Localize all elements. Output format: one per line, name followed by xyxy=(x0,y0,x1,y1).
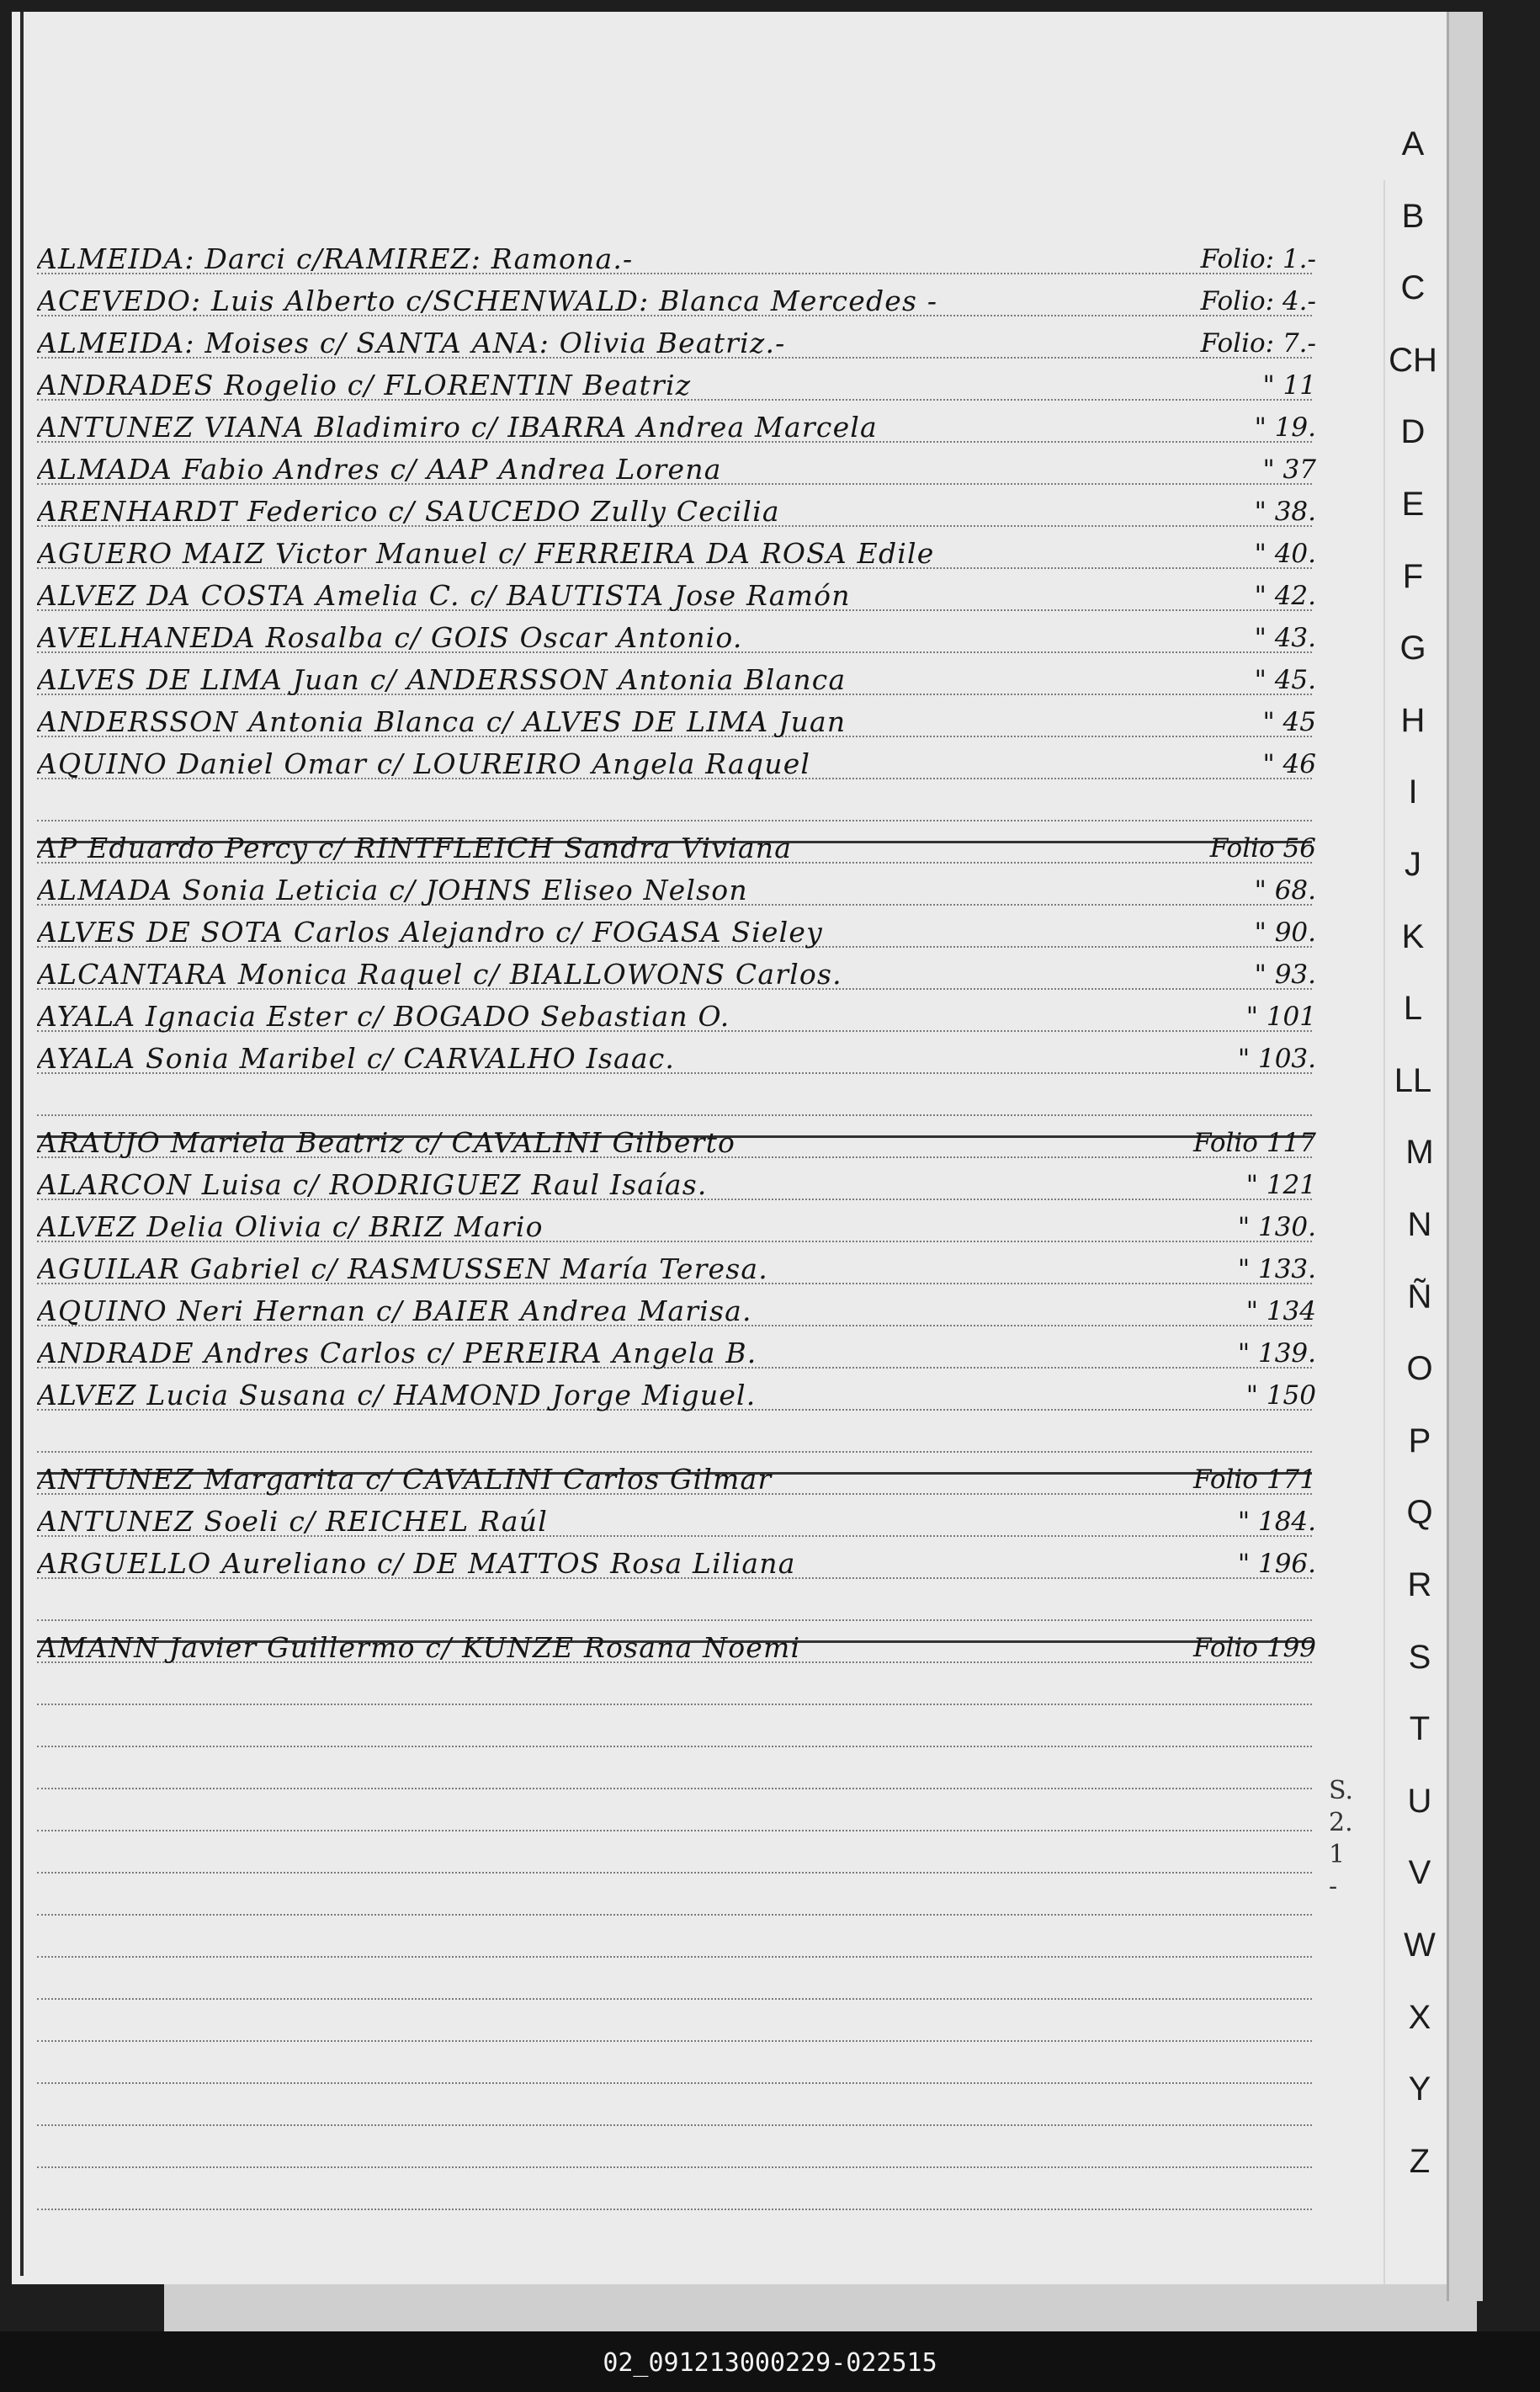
ledger-entry xyxy=(37,1118,1316,1160)
entry-folio: " 133. xyxy=(1237,1254,1316,1284)
tab-letter[interactable]: O xyxy=(1406,1350,1433,1388)
tab-letter[interactable]: V xyxy=(1408,1854,1431,1892)
ledger-page xyxy=(12,12,1464,2284)
entry-folio: " 11 xyxy=(1262,370,1316,401)
entry-names: ALVES DE LIMA Juan c/ ANDERSSON Antonia Blanca xyxy=(37,663,847,696)
ledger-entry xyxy=(37,1454,1316,1496)
entry-names: ANTUNEZ VIANA Bladimiro c/ IBARRA Andrea Marcela xyxy=(37,411,878,444)
entry-folio: Folio: 4.- xyxy=(1200,286,1316,316)
tab-letter[interactable]: J xyxy=(1405,846,1421,883)
tab-letter[interactable]: G xyxy=(1399,630,1426,667)
tab-letter[interactable]: R xyxy=(1407,1566,1432,1603)
entry-names: AP Eduardo Percy c/ RINTFLEICH Sandra Viviana xyxy=(37,832,793,864)
entry-names: ARENHARDT Federico c/ SAUCEDO Zully Cecilia xyxy=(37,495,780,528)
entry-folio: " 121 xyxy=(1245,1170,1316,1200)
entry-names: ALARCON Luisa c/ RODRIGUEZ Raul Isaías. xyxy=(37,1168,708,1201)
entry-names: ANTUNEZ Soeli c/ REICHEL Raúl xyxy=(37,1505,548,1538)
ruled-line xyxy=(37,1788,1312,1789)
tab-letter[interactable]: H xyxy=(1400,701,1426,739)
entry-names: ANDRADE Andres Carlos c/ PEREIRA Angela B. xyxy=(37,1337,757,1369)
tab-letter[interactable]: A xyxy=(1401,125,1425,162)
tab-letter[interactable]: L xyxy=(1403,990,1423,1028)
entry-names: ALVES DE SOTA Carlos Alejandro c/ FOGASA Sieley xyxy=(37,916,823,949)
ruled-line xyxy=(37,1872,1312,1874)
ledger-entry xyxy=(37,697,1316,739)
tab-letter[interactable]: M xyxy=(1405,1134,1434,1172)
margin-mark: 2. xyxy=(1329,1808,1353,1837)
entry-names: ACEVEDO: Luis Alberto c/SCHENWALD: Blanca Mercedes - xyxy=(37,284,938,317)
entry-folio: " 103. xyxy=(1237,1044,1316,1074)
entry-names: AGUERO MAIZ Victor Manuel c/ FERREIRA DA ROSA Edile xyxy=(37,537,935,570)
ruled-line xyxy=(37,1619,1312,1621)
tab-letter[interactable]: CH xyxy=(1389,341,1437,379)
ledger-entry xyxy=(37,444,1316,486)
entry-names: AMANN Javier Guillermo c/ KUNZE Rosana Noemi xyxy=(37,1631,801,1664)
ruled-line xyxy=(37,1998,1312,2000)
ruled-line xyxy=(37,2209,1312,2210)
entry-names: ALMEIDA: Moises c/ SANTA ANA: Olivia Beatriz.- xyxy=(37,327,786,359)
entry-folio: Folio 171 xyxy=(1193,1464,1316,1495)
entry-folio: " 101 xyxy=(1245,1002,1316,1032)
ledger-entry xyxy=(37,486,1316,529)
entry-folio: " 130. xyxy=(1237,1212,1316,1242)
tab-letter[interactable]: S xyxy=(1408,1638,1431,1676)
margin-mark: S. xyxy=(1329,1776,1354,1805)
ledger-entry xyxy=(37,529,1316,571)
entry-names: AVELHANEDA Rosalba c/ GOIS Oscar Antonio. xyxy=(37,621,743,654)
ruled-line xyxy=(37,1451,1312,1453)
entry-folio: " 139. xyxy=(1237,1338,1316,1369)
ledger-entry xyxy=(37,1623,1316,1665)
entry-folio: " 37 xyxy=(1262,454,1316,485)
ledger-entry xyxy=(37,571,1316,613)
ledger-entry xyxy=(37,402,1316,444)
ledger-entry xyxy=(37,234,1316,276)
tab-letter[interactable]: T xyxy=(1409,1710,1431,1748)
ruled-line xyxy=(37,2166,1312,2168)
entry-folio: " 184. xyxy=(1237,1507,1316,1537)
tab-letter[interactable]: D xyxy=(1400,413,1426,451)
entry-folio: Folio 199 xyxy=(1193,1633,1316,1663)
ruled-line xyxy=(37,1830,1312,1831)
ruled-line xyxy=(37,1914,1312,1916)
entry-folio: Folio 117 xyxy=(1193,1128,1316,1158)
entry-names: AYALA Sonia Maribel c/ CARVALHO Isaac. xyxy=(37,1042,676,1075)
entry-names: ALMEIDA: Darci c/RAMIREZ: Ramona.- xyxy=(37,242,634,275)
tab-letter[interactable]: N xyxy=(1407,1206,1432,1243)
ledger-entry xyxy=(37,318,1316,360)
entry-names: AQUINO Neri Hernan c/ BAIER Andrea Marisa. xyxy=(37,1294,752,1327)
ledger-entry xyxy=(37,276,1316,318)
ruled-line xyxy=(37,1956,1312,1958)
tab-letter[interactable]: X xyxy=(1408,1998,1431,2036)
ledger-entry xyxy=(37,1539,1316,1581)
ledger-entry xyxy=(37,949,1316,991)
entry-folio: " 43. xyxy=(1254,623,1316,653)
entry-names: ARGUELLO Aureliano c/ DE MATTOS Rosa Liliana xyxy=(37,1547,796,1580)
entry-names: ALVEZ Delia Olivia c/ BRIZ Mario xyxy=(37,1210,544,1243)
image-caption: 02_091213000229-022515 xyxy=(603,2348,937,2378)
entry-folio: " 38. xyxy=(1254,497,1316,527)
tab-letter[interactable]: LL xyxy=(1394,1061,1432,1099)
tab-letter[interactable]: U xyxy=(1407,1782,1432,1820)
ledger-entry xyxy=(37,1202,1316,1244)
ledger-entry xyxy=(37,1370,1316,1412)
entry-folio: " 46 xyxy=(1262,749,1316,779)
ledger-entry xyxy=(37,907,1316,949)
tab-letter[interactable]: Ñ xyxy=(1407,1278,1432,1316)
ledger-entry xyxy=(37,1286,1316,1328)
entry-folio: " 93. xyxy=(1254,959,1316,990)
binding-edge xyxy=(20,12,24,2276)
entry-folio: Folio 56 xyxy=(1209,833,1316,864)
entry-names: ALMADA Sonia Leticia c/ JOHNS Eliseo Nelson xyxy=(37,874,748,906)
tab-letter[interactable]: W xyxy=(1404,1927,1436,1964)
ruled-line xyxy=(37,1114,1312,1116)
tab-letter[interactable]: Y xyxy=(1408,2070,1431,2108)
ledger-entry xyxy=(37,613,1316,655)
entry-folio: Folio: 7.- xyxy=(1200,328,1316,359)
ruled-line xyxy=(37,820,1312,821)
ruled-line xyxy=(37,2040,1312,2042)
ledger-entry xyxy=(37,1244,1316,1286)
entry-names: AQUINO Daniel Omar c/ LOUREIRO Angela Raquel xyxy=(37,747,811,780)
ledger-entry xyxy=(37,1496,1316,1539)
ledger-entry xyxy=(37,360,1316,402)
ledger-entry xyxy=(37,1328,1316,1370)
entry-names: ARAUJO Mariela Beatriz c/ CAVALINI Gilberto xyxy=(37,1126,736,1159)
entry-folio: " 150 xyxy=(1245,1380,1316,1411)
tab-letter[interactable]: K xyxy=(1401,917,1425,955)
ledger-entry xyxy=(37,823,1316,865)
entry-folio: Folio: 1.- xyxy=(1200,244,1316,274)
entry-names: AYALA Ignacia Ester c/ BOGADO Sebastian O. xyxy=(37,1000,730,1033)
ledger-entry xyxy=(37,1034,1316,1076)
entry-names: ANDERSSON Antonia Blanca c/ ALVES DE LIMA Juan xyxy=(37,705,847,738)
entry-folio: " 90. xyxy=(1254,917,1316,948)
entry-names: ALMADA Fabio Andres c/ AAP Andrea Lorena xyxy=(37,453,722,486)
entry-folio: " 45. xyxy=(1254,665,1316,695)
tab-letter[interactable]: B xyxy=(1401,197,1425,235)
tab-letter[interactable]: F xyxy=(1402,557,1424,595)
tab-letter[interactable]: I xyxy=(1408,773,1418,811)
margin-annotations xyxy=(1329,1775,1362,1903)
entry-folio: " 68. xyxy=(1254,875,1316,906)
ledger-entry xyxy=(37,865,1316,907)
entry-names: ANDRADES Rogelio c/ FLORENTIN Beatriz xyxy=(37,369,692,401)
tab-letter[interactable]: Z xyxy=(1409,2142,1431,2180)
ledger-entry xyxy=(37,991,1316,1034)
ruled-line xyxy=(37,1704,1312,1705)
entry-folio: " 19. xyxy=(1254,412,1316,443)
entry-folio: " 45 xyxy=(1262,707,1316,737)
ledger-entry xyxy=(37,1160,1316,1202)
entry-folio: " 196. xyxy=(1237,1549,1316,1579)
tab-letter[interactable]: Q xyxy=(1406,1494,1433,1532)
ruled-line xyxy=(37,1746,1312,1747)
margin-mark: 1 xyxy=(1329,1840,1346,1869)
margin-mark: - xyxy=(1329,1872,1338,1901)
entry-names: ALVEZ Lucia Susana c/ HAMOND Jorge Miguel. xyxy=(37,1379,757,1411)
entry-folio: " 40. xyxy=(1254,539,1316,569)
tab-letter[interactable]: P xyxy=(1408,1422,1431,1459)
ruled-line xyxy=(37,2124,1312,2126)
entry-folio: " 134 xyxy=(1245,1296,1316,1326)
ledger-entry xyxy=(37,655,1316,697)
tab-letter[interactable]: C xyxy=(1400,269,1426,307)
ruled-line xyxy=(37,2082,1312,2084)
entry-names: ANTUNEZ Margarita c/ CAVALINI Carlos Gilmar xyxy=(37,1463,773,1496)
entry-names: ALVEZ DA COSTA Amelia C. c/ BAUTISTA Jose Ramón xyxy=(37,579,851,612)
entry-folio: " 42. xyxy=(1254,581,1316,611)
ledger-entry xyxy=(37,739,1316,781)
entry-names: AGUILAR Gabriel c/ RASMUSSEN María Teresa. xyxy=(37,1252,768,1285)
tab-letter[interactable]: E xyxy=(1401,486,1425,523)
entry-names: ALCANTARA Monica Raquel c/ BIALLOWONS Carlos. xyxy=(37,958,842,991)
